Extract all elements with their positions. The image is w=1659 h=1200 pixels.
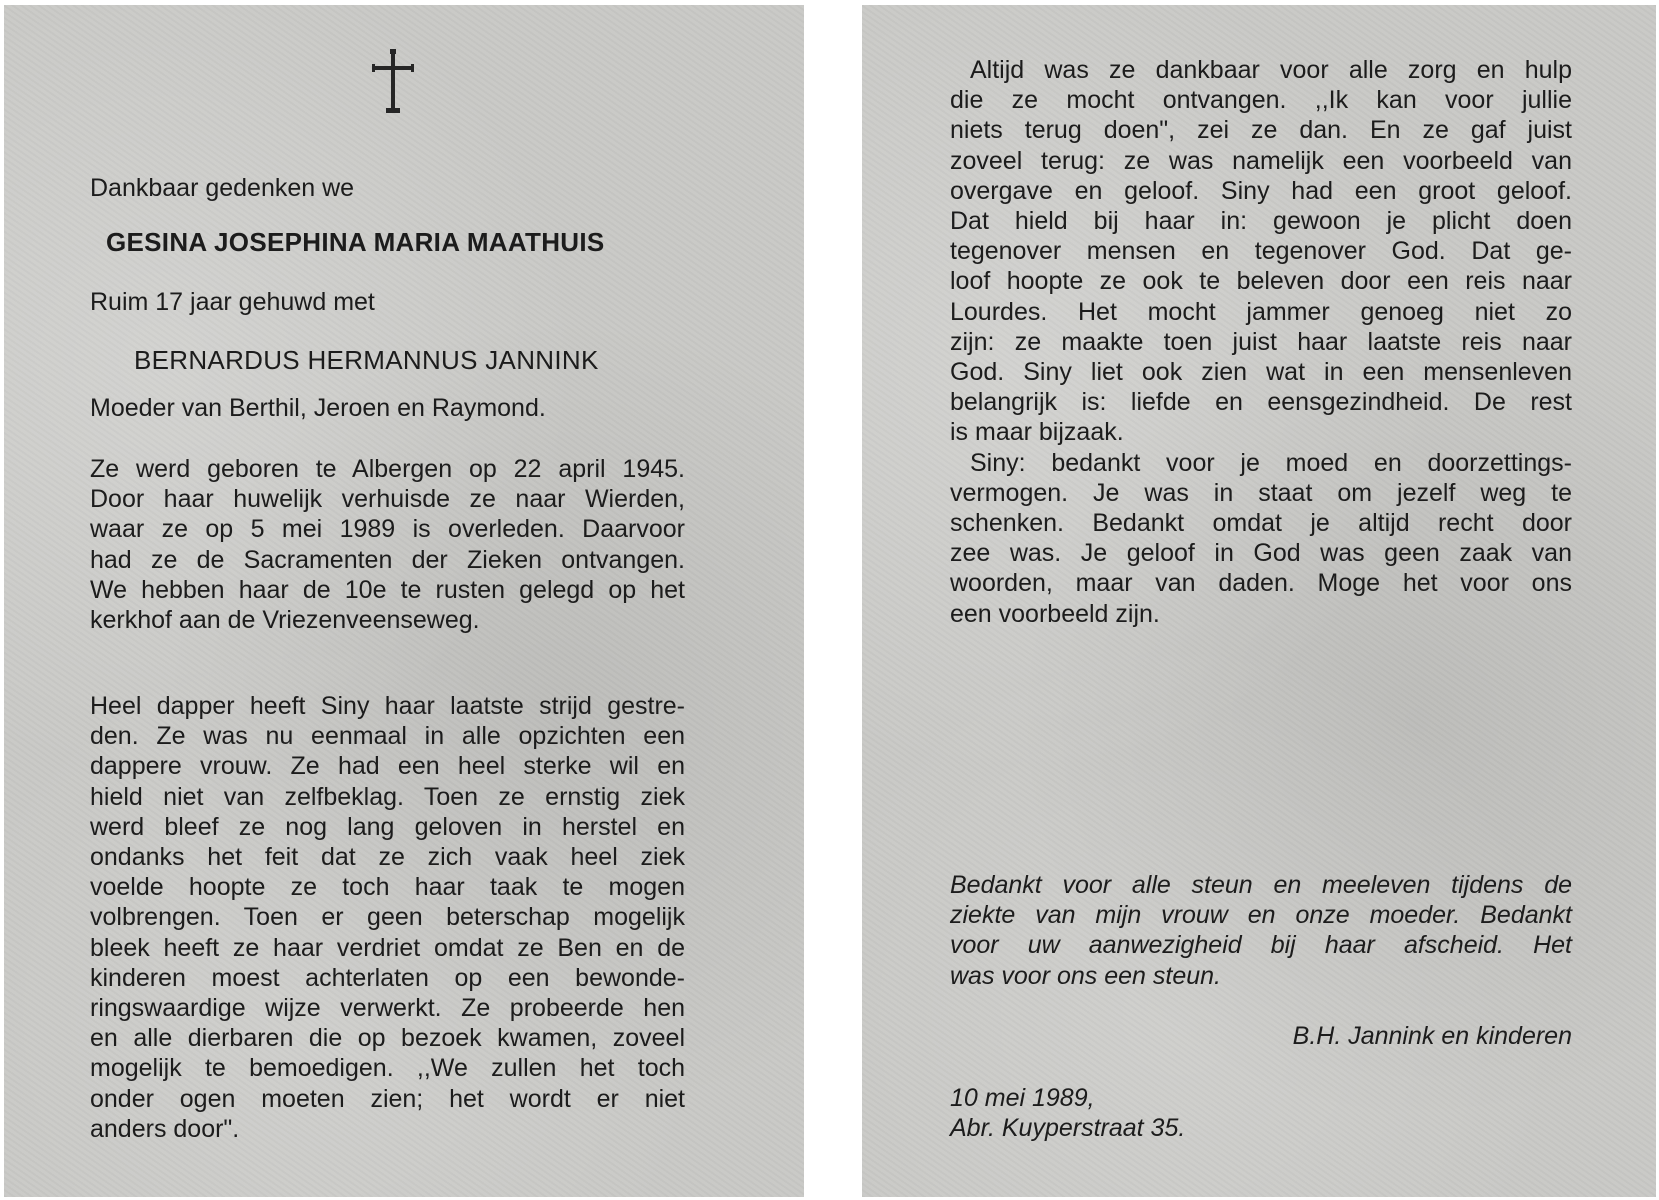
thanks-paragraph <box>950 870 1572 991</box>
bio-line: Door haar huwelijk verhuisde ze naar Wierden, <box>90 485 685 514</box>
main-line: zijn: ze maakte toen juist haar laatste reis naar <box>950 327 1572 356</box>
main-line: Lourdes. Het mocht jammer genoeg niet zo <box>950 297 1572 326</box>
story-line: volbrengen. Toen er geen beterschap mogelijk <box>90 903 685 932</box>
story-line: hield niet van zelfbeklag. Toen ze ernstig ziek <box>90 782 685 811</box>
story-line: kinderen moest achterlaten op een bewonde- <box>90 963 685 992</box>
main-line: zoveel terug: ze was namelijk een voorbeeld van <box>950 146 1572 175</box>
story-line: ringswaardige wijze verwerkt. Ze probeerde hen <box>90 994 685 1023</box>
main-line: belangrijk is: liefde en eensgezindheid. De rest <box>950 388 1572 417</box>
story-line: den. Ze was nu eenmaal in alle opzichten een <box>90 722 685 751</box>
story-line: dappere vrouw. Ze had een heel sterke wil en <box>90 752 685 781</box>
story-line: onder ogen moeten zien; het wordt er niet <box>90 1084 685 1113</box>
main-line: woorden, maar van daden. Moge het voor ons <box>950 569 1572 598</box>
story-line: ondanks het feit dat ze zich vaak heel ziek <box>90 843 685 872</box>
date-line: 10 mei 1989, <box>950 1084 1095 1112</box>
bio-line: Ze werd geboren te Albergen op 22 april 1945. <box>90 455 685 483</box>
main-line: overgave en geloof. Siny had een groot geloof. <box>950 176 1572 205</box>
story-line: werd bleef ze nog lang geloven in herstel en <box>90 812 685 841</box>
main-line: schenken. Bedankt omdat je altijd recht door <box>950 509 1572 538</box>
main-line: niets terug doen", zei ze dan. En ze gaf juist <box>950 116 1572 145</box>
main-line: loof hoopte ze ook te beleven door een reis naar <box>950 267 1572 296</box>
cross-icon <box>372 47 414 117</box>
story-paragraph <box>90 691 685 1144</box>
married-line: Ruim 17 jaar gehuwd met <box>90 288 375 316</box>
main-line: zee was. Je geloof in God was geen zaak van <box>950 539 1572 568</box>
story-line: bleek heeft ze haar verdriet omdat ze Ben en de <box>90 933 685 962</box>
main-line: vermogen. Je was in staat om jezelf weg te <box>950 478 1572 507</box>
story-line: en alle dierbaren die op bezoek kwamen, zoveel <box>90 1024 685 1053</box>
main-line: is maar bijzaak. <box>950 418 1124 447</box>
story-line: anders door". <box>90 1114 240 1143</box>
thanks-line: ziekte van mijn vrouw en onze moeder. Bedankt <box>950 901 1572 930</box>
bio-line: kerkhof aan de Vriezenveenseweg. <box>90 606 480 635</box>
bio-line: had ze de Sacramenten der Zieken ontvangen. <box>90 545 685 574</box>
bio-line: waar ze op 5 mei 1989 is overleden. Daarvoor <box>90 515 685 544</box>
main-paragraph <box>950 55 1572 629</box>
bio-paragraph <box>90 454 685 635</box>
left-card <box>4 5 804 1197</box>
main-line: tegenover mensen en tegenover God. Dat ge- <box>950 237 1572 266</box>
story-line: voelde hoopte ze toch haar taak te mogen <box>90 873 685 902</box>
main-line: Dat hield bij haar in: gewoon je plicht doen <box>950 207 1572 236</box>
main-line: Siny: bedankt voor je moed en doorzettings- <box>970 448 1572 477</box>
main-line: die ze mocht ontvangen. ,,Ik kan voor jullie <box>950 86 1572 115</box>
bio-line: We hebben haar de 10e te rusten gelegd op het <box>90 575 685 604</box>
thanks-line: was voor ons een steun. <box>950 961 1221 990</box>
right-card <box>862 5 1656 1197</box>
deceased-name: GESINA JOSEPHINA MARIA MAATHUIS <box>106 227 605 257</box>
mother-line: Moeder van Berthil, Jeroen en Raymond. <box>90 394 546 422</box>
story-line: Heel dapper heeft Siny haar laatste strijd gestre- <box>90 692 685 720</box>
main-line: een voorbeeld zijn. <box>950 599 1160 628</box>
address-line: Abr. Kuyperstraat 35. <box>950 1114 1186 1142</box>
story-line: mogelijk te bemoedigen. ,,We zullen het toch <box>90 1054 685 1083</box>
thanks-line: voor uw aanwezigheid bij haar afscheid. Het <box>950 931 1572 960</box>
intro-text: Dankbaar gedenken we <box>90 174 355 202</box>
thanks-line: Bedankt voor alle steun en meeleven tijdens de <box>950 871 1572 899</box>
signature: B.H. Jannink en kinderen <box>1292 1022 1572 1050</box>
main-line: God. Siny liet ook zien wat in een mensenleven <box>950 358 1572 387</box>
spouse-name: BERNARDUS HERMANNUS JANNINK <box>134 345 599 375</box>
main-line: Altijd was ze dankbaar voor alle zorg en hulp <box>970 56 1572 84</box>
